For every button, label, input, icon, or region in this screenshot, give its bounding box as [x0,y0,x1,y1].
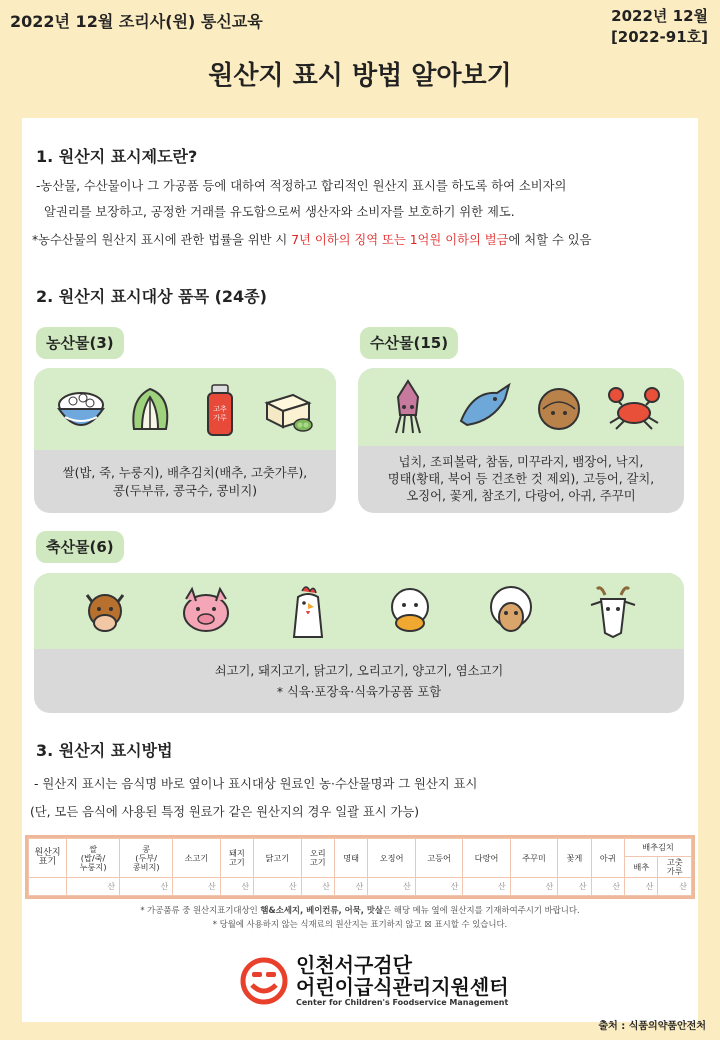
origin-cell[interactable]: 산 [658,878,692,896]
column-header-text: (두부/ [135,852,158,863]
header-left: 2022년 12월 조리사(원) 통신교육 [10,12,263,31]
section1-line2: 알권리를 보장하고, 공정한 거래를 유도함으로써 생산자와 소비자를 보호하기 위한 제도. [44,205,515,219]
column-header [368,839,415,878]
source-credit: 출처 : 식품의약품안전처 [598,1021,706,1032]
column-header [591,839,624,878]
livestock-desc [34,661,684,703]
penalty-suffix: 에 처할 수 있음 [508,233,592,247]
note1-prefix: * 가공품류 중 원산지표기대상인 [140,905,261,915]
row-header-line1: 원산지 [34,848,61,858]
cow-icon [74,580,136,642]
penalty-prefix: *농수산물의 원산지 표시에 관한 법률을 위반 시 [32,233,292,247]
marine-card [358,368,684,513]
column-header-text: 다랑어 [474,852,499,863]
origin-table [28,838,692,896]
kimchi-column-header [625,857,658,878]
pig-icon [175,580,237,642]
crab-icon [603,376,665,438]
row-header-label [29,839,67,878]
note-processed [22,904,698,916]
section1-heading: 1. 원산지 표시제도란? [36,147,198,166]
note-unused: * 당월에 사용하지 않는 식재료의 원산지는 표기하지 않고 ☒ 표시할 수 있습니다. [212,919,508,929]
column-header-text: 꽃게 [566,852,583,863]
origin-cell[interactable]: 산 [510,878,557,896]
center-name-line2: 어린이급식관리지원센터 [296,975,509,999]
page-title: 원산지 표시 방법 알아보기 [208,61,512,91]
origin-cell[interactable]: 산 [625,878,658,896]
column-header-text: 고등어 [427,852,451,863]
column-header-text: 닭고기 [265,852,290,863]
column-header-text: 콩비지) [132,861,160,872]
fish-icon [452,376,514,438]
column-header-text: 주꾸미 [522,852,546,863]
cabbage-icon [119,378,181,440]
section3-line1: - 원산지 표시는 음식명 바로 옆이나 표시대상 원료인 농·수산물명과 그 원산지 표시 [34,777,478,791]
column-header-text: (밥/죽/ [80,852,106,863]
origin-cell[interactable]: 산 [591,878,624,896]
livestock-desc-line2: * 식육·포장육·식육가공품 포함 [276,685,442,699]
marine-desc-line2: 명태(황태, 북어 등 건조한 것 제외), 고등어, 갈치, [387,472,655,486]
origin-cell[interactable]: 산 [301,878,334,896]
origin-cell[interactable]: 산 [67,878,120,896]
marine-desc [358,454,684,505]
marine-desc-line3: 오징어, 꽃게, 참조기, 다랑어, 아귀, 주꾸미 [406,489,636,503]
issue-code: [2022-91호] [610,28,708,46]
column-header-text: 쌀 [89,843,98,854]
row-header-line2: 표기 [38,857,57,867]
agri-card [34,368,336,513]
column-header [220,839,253,878]
livestock-icon-band [34,573,684,649]
kimchi-group-header: 배추김치 [625,839,692,857]
livestock-label: 축산물(6) [36,531,124,563]
column-header [415,839,462,878]
sheep-icon [480,580,542,642]
marine-desc-line1: 넙치, 조피볼락, 참돔, 미꾸라지, 뱀장어, 낙지, [398,455,644,469]
column-header-text: 돼지 [228,848,245,858]
column-header [301,839,334,878]
note1-bold: 햄&소세지, 베이컨류, 어묵, 맛살 [260,905,384,915]
center-logo [240,954,509,1007]
issue-date: 2022년 12월 [611,7,708,25]
column-header [558,839,591,878]
pepper-label-2: 가루 [212,414,227,422]
column-header-text: 오징어 [379,852,404,863]
row-header-blank [29,878,67,896]
column-header [67,839,120,878]
origin-cell[interactable]: 산 [220,878,253,896]
section3-line2: (단, 모든 음식에 사용된 특정 원료가 같은 원산지의 경우 일괄 표시 가능) [30,805,420,819]
column-header-text: 고기 [309,857,326,867]
clam-icon [528,376,590,438]
chicken-icon [277,580,339,642]
origin-cell[interactable]: 산 [173,878,220,896]
origin-cell[interactable]: 산 [120,878,173,896]
penalty-highlight: 7년 이하의 징역 또는 1억원 이하의 벌금 [291,233,509,247]
rice-bowl-icon [50,378,112,440]
section2-heading: 2. 원산지 표시대상 품목 (24종) [36,287,267,306]
kimchi-column-text: 배추 [633,861,650,872]
origin-cell[interactable]: 산 [463,878,510,896]
pepper-label-1: 고추 [212,405,227,413]
column-header-text: 소고기 [184,852,209,863]
smile-logo-icon [240,957,288,1005]
header-right [611,6,708,48]
section1-penalty-note [32,230,592,248]
agri-desc-line2: 콩(두부류, 콩국수, 콩비지) [112,484,258,498]
goat-icon [582,580,644,642]
column-header-text: 아귀 [599,852,616,863]
column-header-text: 콩 [142,843,151,854]
center-name-line1: 인천서구검단 [296,953,412,977]
agri-desc [34,464,336,500]
tofu-icon [258,378,320,440]
table-value-row [29,878,692,896]
origin-cell[interactable]: 산 [368,878,415,896]
marine-icon-band [358,368,684,446]
origin-cell[interactable]: 산 [254,878,301,896]
column-header-text: 명태 [343,852,360,863]
section3-heading: 3. 원산지 표시방법 [36,741,173,760]
center-name [296,954,509,1007]
kimchi-column-text: 고춧 [666,857,683,867]
section1-line1: -농산물, 수산물이나 그 가공품 등에 대하여 적정하고 합리적인 원산지 표시를 하도록 하여 소비자의 [36,179,567,193]
center-name-english: Center for Children's Foodservice Management [296,998,509,1007]
agri-label: 농산물(3) [36,327,124,359]
origin-cell[interactable]: 산 [558,878,591,896]
column-header [463,839,510,878]
livestock-card [34,573,684,713]
kimchi-column-header [658,857,692,878]
column-header [510,839,557,878]
marine-label: 수산물(15) [360,327,458,359]
kimchi-column-text: 가루 [666,866,683,876]
origin-cell[interactable]: 산 [334,878,367,896]
column-header [254,839,301,878]
column-header [173,839,220,878]
livestock-desc-line1: 쇠고기, 돼지고기, 닭고기, 오리고기, 양고기, 염소고기 [214,664,504,678]
origin-cell[interactable]: 산 [415,878,462,896]
column-header [120,839,173,878]
column-header-text: 고기 [228,857,245,867]
agri-icon-band [34,368,336,450]
squid-icon [377,376,439,438]
column-header-text: 누룽지) [79,861,107,872]
column-header [334,839,367,878]
content-sheet [22,118,698,1022]
pepper-powder-icon [189,378,251,440]
column-header-text: 오리 [309,848,326,858]
duck-icon [379,580,441,642]
table-header-row [29,839,692,857]
agri-desc-line1: 쌀(밥, 죽, 누룽지), 배추김치(배추, 고춧가루), [62,466,308,480]
note1-suffix: 은 해당 메뉴 옆에 원산지를 기재하여주시기 바랍니다. [383,905,580,915]
